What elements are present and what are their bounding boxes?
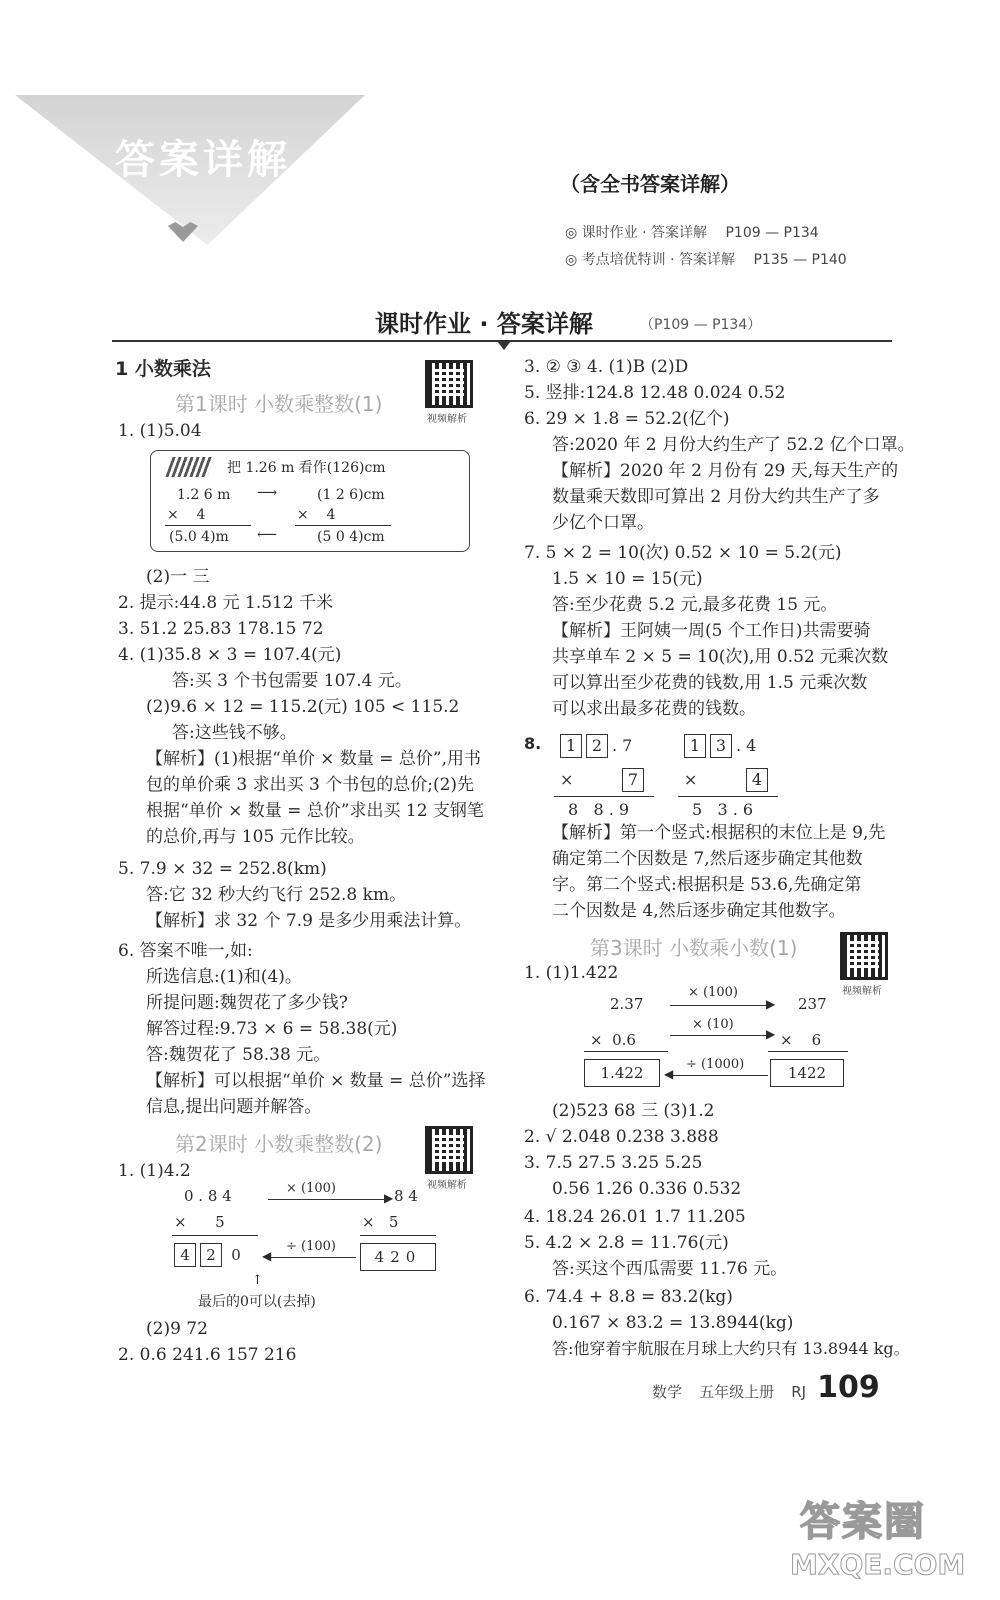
answer-line: 2. 0.6 241.6 157 216: [118, 1345, 297, 1365]
answer-line: (2)9 72: [146, 1319, 208, 1339]
figure-rule: [360, 1235, 436, 1236]
times-sign: ×: [560, 770, 574, 789]
figure-rule: [554, 796, 654, 797]
arrow-line: [268, 1257, 356, 1258]
figure-factor: × 4: [297, 507, 336, 523]
answer-line: 所提问题:魏贺花了多少钱?: [146, 993, 348, 1013]
answer-line: 1.5 × 10 = 15(元): [552, 569, 703, 589]
answer-line: 答:魏贺花了 58.38 元。: [146, 1045, 331, 1065]
arrow-left-icon: ◀: [262, 1249, 272, 1263]
answer-line: (2)9.6 × 12 = 115.2(元) 105 < 115.2: [146, 697, 460, 717]
answer-line: 7. 5 × 2 = 10(次) 0.52 × 10 = 5.2(元): [524, 543, 842, 563]
operation-label: × (100): [286, 1181, 336, 1196]
operation-label: ÷ (1000): [686, 1057, 745, 1072]
index-row-1: [565, 222, 819, 242]
answer-line: (2)一 三: [146, 567, 210, 587]
analysis-line: 字。第二个竖式:根据积是 53.6,先确定第: [552, 875, 862, 895]
qr-code-icon: [425, 360, 473, 408]
analysis-line: 包的单价乘 3 求出买 3 个书包的总价;(2)先: [146, 775, 475, 795]
arrow-line: [670, 1035, 770, 1036]
figure-factor: (1 2 6)cm: [317, 487, 385, 503]
analysis-line: 信息,提出问题并解答。: [146, 1097, 322, 1117]
analysis-line: 【解析】可以根据“单价 × 数量 = 总价”选择: [146, 1071, 486, 1091]
lesson-2-title: 第2课时 小数乘整数(2): [175, 1132, 383, 1156]
qr-label: 视频解析: [427, 1180, 467, 1191]
figure-factor: 2.37: [610, 995, 644, 1013]
digit: 4: [374, 1248, 391, 1266]
arrow-right-icon: ▶: [766, 997, 776, 1011]
multiplicand-2: [684, 734, 756, 758]
digit: 0: [405, 1248, 422, 1266]
analysis-line: 二个因数是 4,然后逐步确定其他数字。: [552, 901, 846, 921]
answer-line: 3. 7.5 27.5 3.25 5.25: [524, 1153, 703, 1173]
figure-factor: 8 4: [394, 1187, 418, 1205]
answer-line: 1. (1)1.422: [524, 963, 619, 983]
answer-line: 5. 竖排:124.8 12.48 0.024 0.52: [524, 383, 786, 403]
answer-line: 答:它 32 秒大约飞行 252.8 km。: [146, 885, 407, 905]
watermark-logo: 答案圈: [800, 1499, 926, 1545]
digit-box: 4: [746, 768, 768, 792]
figure-factor: × 5: [174, 1213, 225, 1231]
analysis-line: 可以算出至少花费的钱数,用 1.5 元乘次数: [552, 673, 868, 693]
digit-box: 2: [200, 1243, 222, 1267]
page-title: 答案详解: [115, 137, 291, 183]
answer-line: 5. 7.9 × 32 = 252.8(km): [118, 859, 327, 879]
digit: . 7: [612, 736, 633, 755]
analysis-line: 【解析】王阿姨一周(5 个工作日)共需要骑: [552, 621, 871, 641]
footer-edition: RJ: [791, 1383, 807, 1401]
figure-factor: 237: [798, 995, 827, 1013]
times-sign: ×: [684, 770, 698, 789]
answer-line: 6. 29 × 1.8 = 52.2(亿个): [524, 409, 730, 429]
unit-title: 1 小数乘法: [115, 358, 211, 380]
figure-factor: 0 . 8 4: [184, 1187, 232, 1205]
analysis-line: 【解析】第一个竖式:根据积的末位上是 9,先: [552, 823, 886, 843]
page-subtitle: （含全书答案详解）: [560, 172, 740, 196]
footer: [652, 1370, 880, 1405]
analysis-line: 【解析】求 32 个 7.9 是多少用乘法计算。: [146, 911, 472, 931]
figure-1: [150, 450, 470, 552]
digit-box: 2: [586, 734, 608, 758]
figure-factor: × 0.6: [590, 1031, 636, 1049]
answer-line: 4. (1)35.8 × 3 = 107.4(元): [118, 645, 342, 665]
answer-line: 6. 74.4 + 8.8 = 83.2(kg): [524, 1287, 733, 1307]
arrow-up-icon: ↑: [252, 1273, 263, 1288]
lesson-1-title: 第1课时 小数乘整数(1): [175, 392, 383, 416]
arrow-right-icon: ▶: [766, 1027, 776, 1041]
operation-label: × (10): [692, 1017, 734, 1032]
answer-line: 答:至少花费 5.2 元,最多花费 15 元。: [552, 595, 838, 615]
figure-rule: [678, 796, 778, 797]
figure-note: 最后的0可以(去掉): [198, 1294, 316, 1310]
qr-label: 视频解析: [842, 986, 882, 997]
digit-box: 1: [560, 734, 582, 758]
figure-factor: × 6: [780, 1031, 822, 1049]
analysis-line: 【解析】2020 年 2 月份有 29 天,每天生产的: [552, 461, 899, 481]
figure-rule: [768, 1051, 848, 1052]
figure-factor: 1.2 6 m: [177, 487, 231, 503]
figure-product: (5.0 4)m: [169, 529, 229, 545]
answer-line: 3. 51.2 25.83 178.15 72: [118, 619, 324, 639]
digit-box: 4: [174, 1243, 196, 1267]
operation-label: ÷ (100): [286, 1239, 336, 1254]
watermark-url: MXQE.COM: [790, 1548, 966, 1581]
digit-box: 3: [710, 734, 732, 758]
answer-line: 答:他穿着宇航服在月球上大约只有 13.8944 kg。: [552, 1339, 910, 1358]
figure-3: [580, 985, 870, 1095]
answer-line: 答:这些钱不够。: [172, 723, 297, 743]
arrow-left-icon: ⟵: [257, 527, 278, 543]
answer-line: 0.56 1.26 0.336 0.532: [552, 1179, 742, 1199]
index-label: 课时作业 · 答案详解: [581, 225, 708, 241]
arrow-left-icon: ◀: [664, 1067, 674, 1081]
arrow-line: [268, 1199, 388, 1200]
answer-line: 1. (1)5.04: [118, 421, 202, 441]
bullet-icon: ◎: [565, 225, 582, 241]
answer-line: 所选信息:(1)和(4)。: [146, 967, 302, 987]
arrow-right-icon: ▶: [384, 1191, 394, 1205]
lesson-3-title: 第3课时 小数乘小数(1): [590, 936, 798, 960]
arrow-line: [670, 1005, 770, 1006]
qr-code-icon: [425, 1126, 473, 1174]
figure-factor: × 4: [167, 507, 206, 523]
answer-line: 2. √ 2.048 0.238 3.888: [524, 1127, 719, 1147]
analysis-line: 确定第二个因数是 7,然后逐步确定其他数: [552, 849, 863, 869]
divider-arrow-icon: [497, 341, 511, 350]
answer-line: 答:2020 年 2 月份大约生产了 52.2 亿个口罩。: [552, 435, 915, 455]
figure-2: [168, 1181, 448, 1315]
digit: 2: [390, 1248, 406, 1266]
qr-label: 视频解析: [427, 414, 467, 425]
answer-line: 5. 4.2 × 2.8 = 11.76(元): [524, 1233, 729, 1253]
digit: . 4: [736, 736, 757, 755]
figure-factor: × 5: [362, 1213, 399, 1231]
analysis-line: 根据“单价 × 数量 = 总价”求出买 12 支钢笔: [146, 801, 484, 821]
answer-line: 2. 提示:44.8 元 1.512 千米: [118, 593, 334, 613]
answer-line: 4. 18.24 26.01 1.7 11.205: [524, 1207, 746, 1227]
figure-caption: 把 1.26 m 看作(126)cm: [227, 460, 386, 476]
analysis-line: 共享单车 2 × 5 = 10(次),用 0.52 元乘次数: [552, 647, 889, 667]
answer-line: (2)523 68 三 (3)1.2: [552, 1101, 715, 1121]
bullet-icon: ◎: [565, 252, 582, 268]
index-pages: P109 — P134: [725, 225, 819, 241]
answer-line: 答:买这个西瓜需要 11.76 元。: [552, 1259, 788, 1279]
arrow-line: [670, 1075, 768, 1076]
analysis-line: 【解析】(1)根据“单价 × 数量 = 总价”,用书: [146, 749, 481, 769]
product-1: 8 8 . 9: [568, 800, 630, 819]
index-row-2: [565, 249, 847, 269]
digit-box: 7: [622, 768, 644, 792]
figure-8: [524, 730, 884, 820]
piano-icon: [165, 457, 214, 477]
analysis-line: 数量乘天数即可算出 2 月份大约共生产了多: [552, 487, 880, 507]
answer-line: 6. 答案不唯一,如:: [118, 941, 253, 961]
digit-box: 0: [231, 1246, 241, 1264]
figure-rule: [584, 1051, 668, 1052]
answer-line: 3. ② ③ 4. (1)B (2)D: [524, 357, 689, 377]
multiplicand-1: [560, 734, 632, 758]
operation-label: × (100): [688, 985, 738, 1000]
question-number: 8.: [524, 734, 542, 753]
product-boxes: [174, 1243, 250, 1267]
figure-product: (5 0 4)cm: [317, 529, 385, 545]
figure-rule: [295, 525, 391, 526]
index-pages: P135 — P140: [753, 252, 847, 268]
index-label: 考点培优特训 · 答案详解: [581, 252, 736, 268]
page-number: 109: [817, 1370, 880, 1405]
arrow-right-icon: ⟶: [257, 485, 278, 501]
digit-box: 1: [684, 734, 706, 758]
analysis-line: 的总价,再与 105 元作比较。: [146, 827, 365, 847]
product-box-right: [360, 1243, 436, 1271]
section-pages: （P109 — P134）: [640, 317, 762, 333]
answer-line: 0.167 × 83.2 = 13.8944(kg): [552, 1313, 794, 1333]
answer-line: 1. (1)4.2: [118, 1161, 191, 1181]
answer-line: 答:买 3 个书包需要 107.4 元。: [172, 671, 412, 691]
analysis-line: 可以求出最多花费的钱数。: [552, 699, 756, 719]
footer-subject: 数学: [652, 1383, 683, 1401]
figure-rule: [172, 1235, 258, 1236]
answer-line: 解答过程:9.73 × 6 = 58.38(元): [146, 1019, 398, 1039]
footer-grade: 五年级上册: [699, 1383, 775, 1401]
product-2: 5 3 . 6: [692, 800, 754, 819]
product-box-left: 1.422: [584, 1059, 660, 1087]
qr-code-icon: [840, 932, 888, 980]
section-title: 课时作业 · 答案详解: [375, 310, 593, 338]
product-box-right: 1422: [770, 1059, 844, 1087]
analysis-line: 少亿个口罩。: [552, 513, 654, 533]
figure-rule: [165, 525, 251, 526]
